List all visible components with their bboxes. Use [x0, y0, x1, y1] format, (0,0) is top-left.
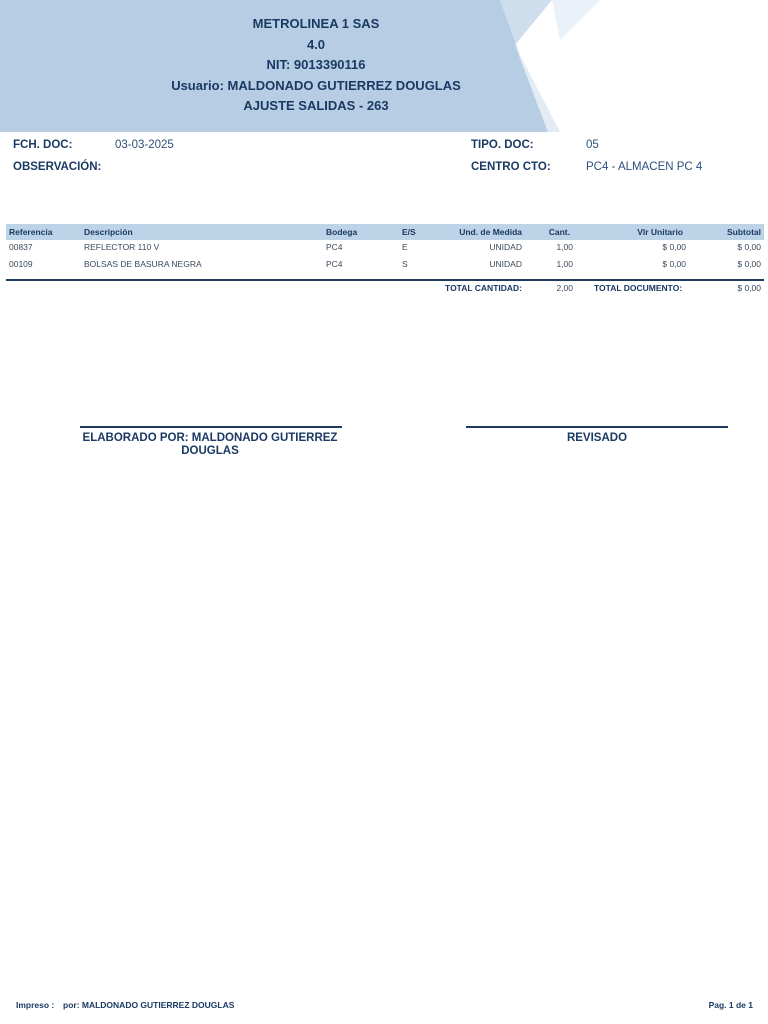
- col-und-medida: Und. de Medida: [459, 227, 522, 237]
- col-vlr-unitario: Vlr Unitario: [637, 227, 683, 237]
- cell-bodega: PC4: [326, 242, 343, 252]
- col-bodega: Bodega: [326, 227, 358, 237]
- revisado: REVISADO: [566, 432, 628, 444]
- total-cantidad-label: TOTAL CANTIDAD:: [445, 283, 522, 293]
- tipo-doc-value: 05: [586, 139, 599, 151]
- table-bottom-rule: [6, 279, 764, 281]
- elaborado-line-1: ELABORADO POR: MALDONADO GUTIERREZ: [82, 432, 338, 444]
- impreso-por: por: MALDONADO GUTIERREZ DOUGLAS: [63, 1000, 235, 1010]
- elaborado-por: [70, 432, 350, 458]
- elaborado-signature-line: [80, 426, 342, 428]
- cell-subtotal: $ 0,00: [737, 242, 761, 252]
- cell-es: E: [402, 242, 408, 252]
- col-referencia: Referencia: [9, 227, 53, 237]
- nit: NIT: 9013390116: [266, 57, 366, 72]
- revisado-signature-line: [466, 426, 728, 428]
- cell-cant: 1,00: [556, 242, 573, 252]
- cell-und-medida: UNIDAD: [489, 242, 522, 252]
- cell-es: S: [402, 259, 408, 269]
- total-documento-label: TOTAL DOCUMENTO:: [594, 283, 683, 293]
- centro-cto-label: CENTRO CTO:: [471, 161, 551, 173]
- total-cantidad-value: 2,00: [556, 283, 573, 293]
- cell-cant: 1,00: [556, 259, 573, 269]
- elaborado-line-2: DOUGLAS: [181, 445, 239, 457]
- header-text-block: [0, 14, 632, 117]
- user-name: Usuario: MALDONADO GUTIERREZ DOUGLAS: [171, 77, 461, 93]
- table-row: [6, 240, 764, 257]
- cell-referencia: 00109: [9, 259, 33, 269]
- document-title: AJUSTE SALIDAS - 263: [243, 98, 389, 113]
- observacion-label: OBSERVACIÓN:: [13, 161, 102, 173]
- document-header: [0, 0, 768, 132]
- table-header: [6, 224, 764, 240]
- company-name: METROLINEA 1 SAS: [252, 16, 380, 31]
- cell-descripcion: REFLECTOR 110 V: [84, 242, 160, 252]
- tipo-doc-label: TIPO. DOC:: [471, 139, 534, 151]
- version: 4.0: [306, 36, 326, 52]
- cell-subtotal: $ 0,00: [737, 259, 761, 269]
- col-subtotal: Subtotal: [727, 227, 761, 237]
- cell-und-medida: UNIDAD: [489, 259, 522, 269]
- fch-doc-label: FCH. DOC:: [13, 139, 73, 151]
- items-table: [6, 224, 764, 274]
- cell-vlr-unitario: $ 0,00: [662, 259, 686, 269]
- table-row: [6, 257, 764, 274]
- cell-bodega: PC4: [326, 259, 343, 269]
- fch-doc-value: 03-03-2025: [115, 139, 174, 151]
- cell-vlr-unitario: $ 0,00: [662, 242, 686, 252]
- cell-descripcion: BOLSAS DE BASURA NEGRA: [84, 259, 202, 269]
- centro-cto-value: PC4 - ALMACEN PC 4: [586, 161, 703, 173]
- cell-referencia: 00837: [9, 242, 33, 252]
- total-documento-value: $ 0,00: [737, 283, 761, 293]
- impreso-label: Impreso :: [16, 1000, 55, 1010]
- col-es: E/S: [402, 227, 416, 237]
- page-number: Pag. 1 de 1: [708, 1000, 753, 1010]
- col-cant: Cant.: [548, 227, 570, 237]
- col-descripcion: Descripción: [84, 227, 133, 237]
